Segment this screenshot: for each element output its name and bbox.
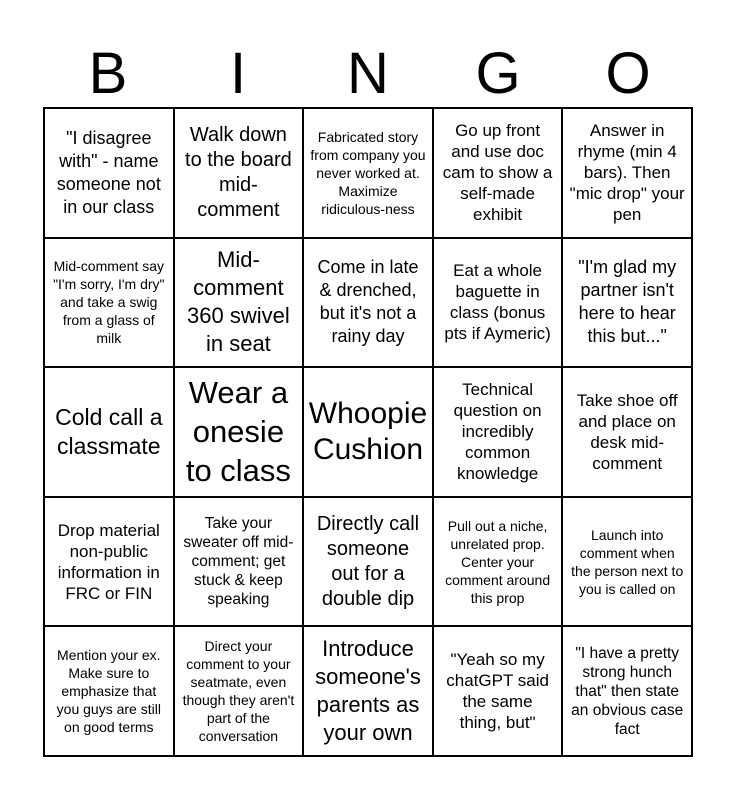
cell-text: Wear a onesie to class [185,375,291,489]
cell-text: Launch into comment when the person next to you is called on [571,526,684,597]
cell-text: Drop material non-public information in FRC or FIN [57,520,160,603]
bingo-cell[interactable] [303,497,433,627]
bingo-cell[interactable] [174,497,304,627]
bingo-cell[interactable] [174,238,304,368]
cell-text: Introduce someone's parents as your own [315,636,421,746]
bingo-cell[interactable] [562,108,692,238]
cell-text: Come in late & drenched, but it's not a rainy day [317,257,419,347]
cell-text: Eat a whole baguette in class (bonus pts if Aymeric) [444,261,551,344]
bingo-cell[interactable] [44,367,174,497]
cell-text: Mention your ex. Make sure to emphasize that you guys are still on good terms [56,647,161,736]
bingo-cell[interactable] [174,108,304,238]
cell-text: Go up front and use doc cam to show a self-made exhibit [442,121,553,225]
bingo-cell[interactable] [562,497,692,627]
bingo-cell[interactable] [174,626,304,756]
bingo-cell[interactable] [433,238,563,368]
cell-text: Whoopie Cushion [308,396,428,466]
cell-text: Mid-comment say "I'm sorry, I'm dry" and take a swig from a glass of milk [53,258,165,347]
cell-text: Directly call someone out for a double dip [316,512,420,610]
header-letter-n: N [347,41,389,106]
cell-text: Fabricated story from company you never worked at. Maximize ridiculous-ness [310,128,426,217]
bingo-cell[interactable] [433,497,563,627]
cell-text: Technical question on incredibly common knowledge [453,380,542,484]
bingo-board [43,107,693,757]
cell-text: Answer in rhyme (min 4 bars). Then "mic drop" your pen [569,121,685,225]
header-letter-o: O [605,41,651,106]
cell-text: "I disagree with" - name someone not in our class [56,127,161,217]
cell-text: "I have a pretty strong hunch that" then state an obvious case fact [571,644,684,738]
header-letter-b: B [88,41,128,106]
bingo-cell[interactable] [433,108,563,238]
cell-text: Mid-comment 360 swivel in seat [187,247,290,357]
cell-text: Take your sweater off mid-comment; get stuck & keep speaking [183,515,294,609]
bingo-cell[interactable] [303,626,433,756]
cell-text: Take shoe off and place on desk mid-comment [576,390,678,473]
cell-text: Cold call a classmate [55,403,163,459]
bingo-cell[interactable] [303,108,433,238]
bingo-cell[interactable] [433,626,563,756]
bingo-cell[interactable] [562,238,692,368]
header-letter-g: G [475,41,521,106]
bingo-cell[interactable] [44,238,174,368]
cell-text: Pull out a niche, unrelated prop. Center your comment around this prop [445,517,551,606]
cell-text: "Yeah so my chatGPT said the same thing, but" [446,650,549,733]
bingo-cell[interactable] [433,367,563,497]
bingo-cell[interactable] [562,367,692,497]
bingo-cell[interactable] [303,238,433,368]
cell-text: "I'm glad my partner isn't here to hear this but..." [578,257,677,347]
header-letter-i: I [229,41,247,106]
bingo-cell[interactable] [44,497,174,627]
bingo-cell[interactable] [44,108,174,238]
bingo-cell[interactable] [44,626,174,756]
bingo-cell[interactable] [562,626,692,756]
bingo-header [43,40,693,108]
cell-text: Walk down to the board mid-comment [185,123,292,221]
bingo-cell[interactable] [174,367,304,497]
cell-text: Direct your comment to your seatmate, even though they aren't part of the conversation [182,638,295,745]
bingo-cell-free[interactable] [303,367,433,497]
